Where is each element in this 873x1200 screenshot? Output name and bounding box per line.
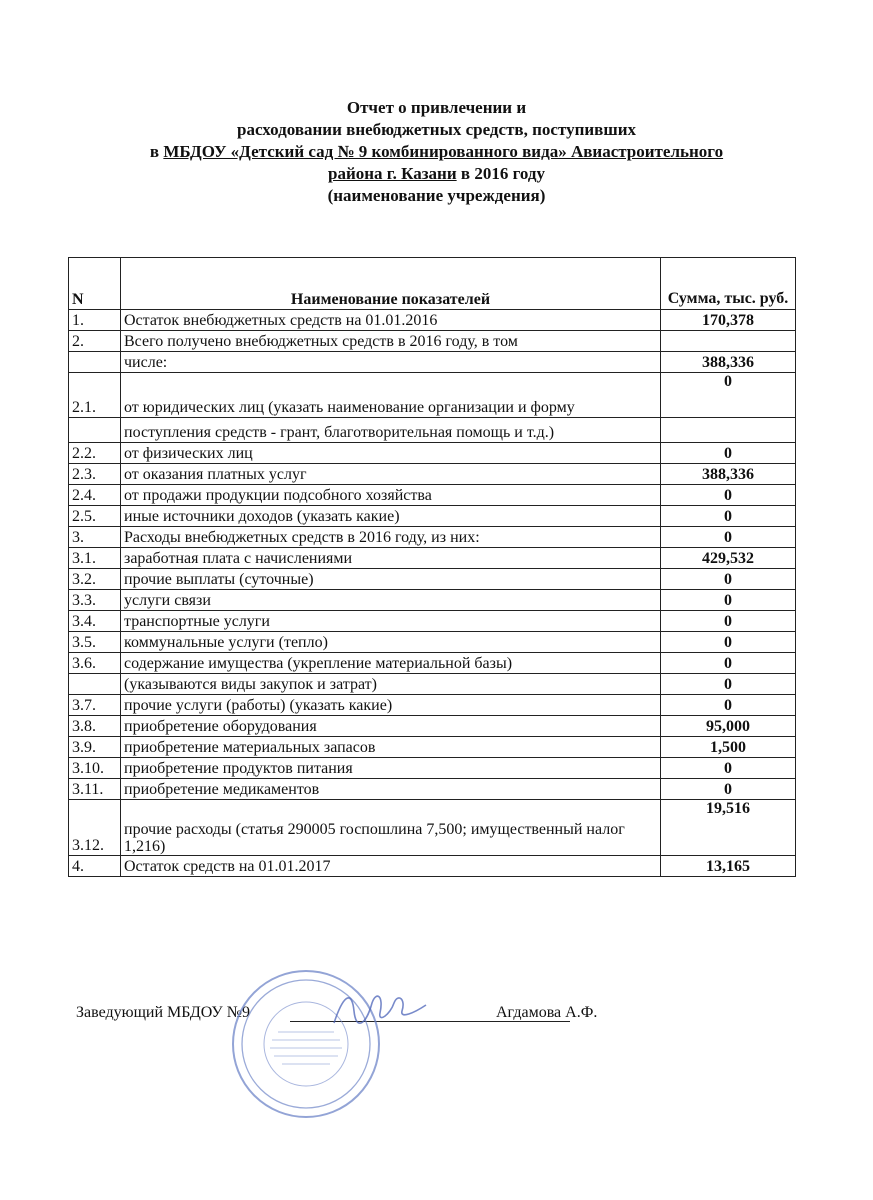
table-row — [69, 695, 796, 716]
row-number: 3.6. — [69, 653, 121, 674]
row-number: 2. — [69, 331, 121, 352]
row-number: 4. — [69, 856, 121, 877]
row-number — [69, 674, 121, 695]
table-row — [69, 310, 796, 331]
row-amount: 0 — [661, 779, 796, 800]
row-indicator-name: от оказания платных услуг — [121, 464, 661, 485]
header-name: Наименование показателей — [121, 258, 661, 310]
row-amount: 95,000 — [661, 716, 796, 737]
row-number: 1. — [69, 310, 121, 331]
title-line-2: расходовании внебюджетных средств, поступивших — [237, 120, 636, 139]
row-amount: 13,165 — [661, 856, 796, 877]
row-number: 3.8. — [69, 716, 121, 737]
row-indicator-name: транспортные услуги — [121, 611, 661, 632]
row-number: 3.2. — [69, 569, 121, 590]
row-indicator-name: прочие выплаты (суточные) — [121, 569, 661, 590]
table-row — [69, 464, 796, 485]
row-number: 2.2. — [69, 443, 121, 464]
header-n: N — [69, 258, 121, 310]
table-row — [69, 331, 796, 352]
signatory-name: Агдамова А.Ф. — [496, 1004, 598, 1021]
row-number: 2.4. — [69, 485, 121, 506]
row-amount: 0 — [661, 758, 796, 779]
table-row — [69, 737, 796, 758]
table-header-row — [69, 258, 796, 310]
row-indicator-name: прочие услуги (работы) (указать какие) — [121, 695, 661, 716]
table-row — [69, 418, 796, 443]
row-indicator-name: прочие расходы (статья 290005 госпошлина 7,500; имущественный налог 1,216) — [121, 800, 661, 856]
row-amount: 0 — [661, 611, 796, 632]
row-indicator-name: приобретение оборудования — [121, 716, 661, 737]
row-amount: 0 — [661, 674, 796, 695]
table-row — [69, 527, 796, 548]
row-number: 2.3. — [69, 464, 121, 485]
row-amount: 388,336 — [661, 464, 796, 485]
row-number: 2.1. — [69, 373, 121, 418]
row-number: 2.5. — [69, 506, 121, 527]
table-row — [69, 800, 796, 856]
table-row — [69, 485, 796, 506]
row-amount: 0 — [661, 506, 796, 527]
row-indicator-name: коммунальные услуги (тепло) — [121, 632, 661, 653]
row-amount: 19,516 — [661, 800, 796, 856]
row-number — [69, 418, 121, 443]
table-row — [69, 373, 796, 418]
row-amount: 0 — [661, 373, 796, 418]
row-number: 3.11. — [69, 779, 121, 800]
table-row — [69, 856, 796, 877]
row-amount: 429,532 — [661, 548, 796, 569]
report-table — [68, 257, 796, 877]
row-indicator-name: содержание имущества (укрепление материальной базы) — [121, 653, 661, 674]
row-amount — [661, 418, 796, 443]
report-title — [0, 97, 873, 207]
row-indicator-name: Всего получено внебюджетных средств в 2016 году, в том — [121, 331, 661, 352]
table-row — [69, 590, 796, 611]
row-amount: 388,336 — [661, 352, 796, 373]
row-amount: 1,500 — [661, 737, 796, 758]
title-line-1: Отчет о привлечении и — [346, 98, 527, 117]
row-number: 3.3. — [69, 590, 121, 611]
row-number: 3.1. — [69, 548, 121, 569]
row-number: 3.10. — [69, 758, 121, 779]
row-indicator-name: приобретение материальных запасов — [121, 737, 661, 758]
table-row — [69, 653, 796, 674]
title-line-3: в МБДОУ «Детский сад № 9 комбинированного вида» Авиастроительного — [149, 142, 724, 161]
row-number: 3.12. — [69, 800, 121, 856]
table-row — [69, 506, 796, 527]
row-amount: 170,378 — [661, 310, 796, 331]
row-indicator-name: Остаток средств на 01.01.2017 — [121, 856, 661, 877]
row-indicator-name: от юридических лиц (указать наименование организации и форму — [121, 373, 661, 418]
table-row — [69, 779, 796, 800]
row-indicator-name: Расходы внебюджетных средств в 2016 году, из них: — [121, 527, 661, 548]
header-sum: Сумма, тыс. руб. — [661, 258, 796, 310]
row-amount: 0 — [661, 527, 796, 548]
row-number: 3.7. — [69, 695, 121, 716]
row-number: 3.4. — [69, 611, 121, 632]
row-number: 3. — [69, 527, 121, 548]
table-row — [69, 674, 796, 695]
row-amount: 0 — [661, 569, 796, 590]
table-row — [69, 611, 796, 632]
organization-district: района г. Казани — [328, 164, 457, 183]
table-row — [69, 352, 796, 373]
title-line-5: (наименование учреждения) — [327, 186, 546, 205]
row-number: 3.9. — [69, 737, 121, 758]
signature-label: Заведующий МБДОУ №9 — [76, 1004, 250, 1021]
table-row — [69, 548, 796, 569]
table-row — [69, 716, 796, 737]
row-number: 3.5. — [69, 632, 121, 653]
row-indicator-name: иные источники доходов (указать какие) — [121, 506, 661, 527]
row-indicator-name: от физических лиц — [121, 443, 661, 464]
signature-scribble — [330, 985, 430, 1033]
row-amount: 0 — [661, 443, 796, 464]
table-row — [69, 443, 796, 464]
table-row — [69, 758, 796, 779]
row-indicator-name: заработная плата с начислениями — [121, 548, 661, 569]
row-amount: 0 — [661, 653, 796, 674]
row-indicator-name: числе: — [121, 352, 661, 373]
organization-name: МБДОУ «Детский сад № 9 комбинированного вида» Авиастроительного — [163, 142, 724, 161]
row-indicator-name: поступления средств - грант, благотворительная помощь и т.д.) — [121, 418, 661, 443]
table-row — [69, 569, 796, 590]
row-amount: 0 — [661, 485, 796, 506]
table-row — [69, 632, 796, 653]
row-amount: 0 — [661, 695, 796, 716]
row-indicator-name: (указываются виды закупок и затрат) — [121, 674, 661, 695]
row-indicator-name: приобретение продуктов питания — [121, 758, 661, 779]
row-indicator-name: приобретение медикаментов — [121, 779, 661, 800]
row-amount: 0 — [661, 632, 796, 653]
row-number — [69, 352, 121, 373]
row-amount — [661, 331, 796, 352]
row-indicator-name: от продажи продукции подсобного хозяйства — [121, 485, 661, 506]
row-indicator-name: услуги связи — [121, 590, 661, 611]
row-indicator-name: Остаток внебюджетных средств на 01.01.2016 — [121, 310, 661, 331]
row-amount: 0 — [661, 590, 796, 611]
title-line-4: района г. Казани в 2016 году — [328, 164, 545, 183]
